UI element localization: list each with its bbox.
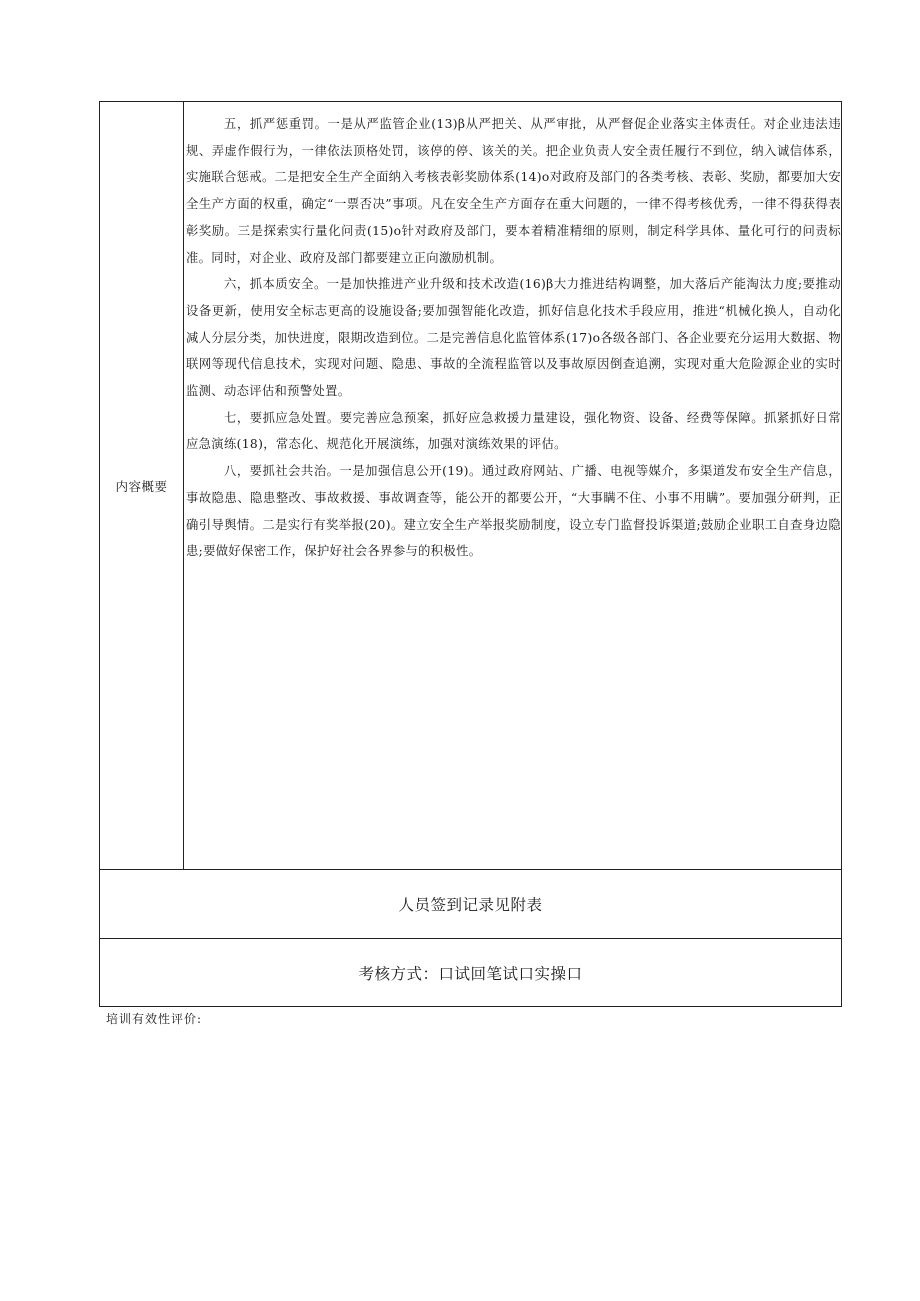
paragraph-social-governance: 八，要抓社会共治。一是加强信息公开(19)。通过政府网站、广播、电视等媒介，多渠道发布安全生产信息，事故隐患、隐患整改、事故救援、事故调查等，能公开的都要公开，“大事瞒不住、小事不用瞒”。要加强分研判，正确引导舆情。二是实行有奖举报(20)。建立安全生产举报奖励制度，设立专门监督投诉渠道;鼓励企业职工自查身边隐患;要做好保密工作，保护好社会各界参与的积极性。 xyxy=(186,464,841,559)
paragraph-intrinsic-safety: 六，抓本质安全。一是加快推进产业升级和技术改造(16)β大力推进结构调整，加大落后产能淘汰力度;要推动设备更新，使用安全标志更高的设施设备;要加强智能化改造，抓好信息化技术手段应用，推进“机械化换人，自动化减人分层分类，加快进度，限期改造到位。二是完善信息化监管体系(17)o各级各部门、各企业要充分运用大数据、物联网等现代信息技术，实现对问题、隐患、事故的全流程监管以及事故原因倒查追溯，实现对重大危险源企业的实时监测、动态评估和预警处置。 xyxy=(186,277,841,399)
training-evaluation-label: 培训有效性评价: xyxy=(106,1012,203,1026)
sign-in-record-row: 人员签到记录见附表 xyxy=(100,870,841,939)
paragraph-punishment: 五，抓严惩重罚。一是从严监管企业(13)β从严把关、从严审批，从严督促企业落实主体责任。对企业违法违规、弄虚作假行为，一律依法顶格处罚，该停的停、该关的关。把企业负责人安全责任履行不到位，纳入诚信体系，实施联合惩戒。二是把安全生产全面纳入考核表彰奖励体系(14)o对政府及部门的各类考核、表彰、奖励，都要加大安全生产方面的权重，确定“一票否决”事项。凡在安全生产方面存在重大问题的，一律不得考核优秀，一律不得获得表彰奖励。三是探索实行量化问责(15)o针对政府及部门，要本着精准精细的原则，制定科学具体、量化可行的问责标准。同时，对企业、政府及部门都要建立正向激励机制。 xyxy=(186,117,841,265)
assessment-method-row: 考核方式：口试回笔试口实操口 xyxy=(358,964,583,983)
paragraph-emergency-response: 七，要抓应急处置。要完善应急预案，抓好应急救援力量建设，强化物资、设备、经费等保障。抓紧抓好日常应急演练(18)，常态化、规范化开展演练，加强对演练效果的评估。 xyxy=(186,410,841,452)
training-record-table xyxy=(99,101,842,1007)
content-summary-label: 内容概要 xyxy=(100,102,184,869)
content-summary-row xyxy=(100,102,841,870)
content-summary-text xyxy=(184,102,841,869)
